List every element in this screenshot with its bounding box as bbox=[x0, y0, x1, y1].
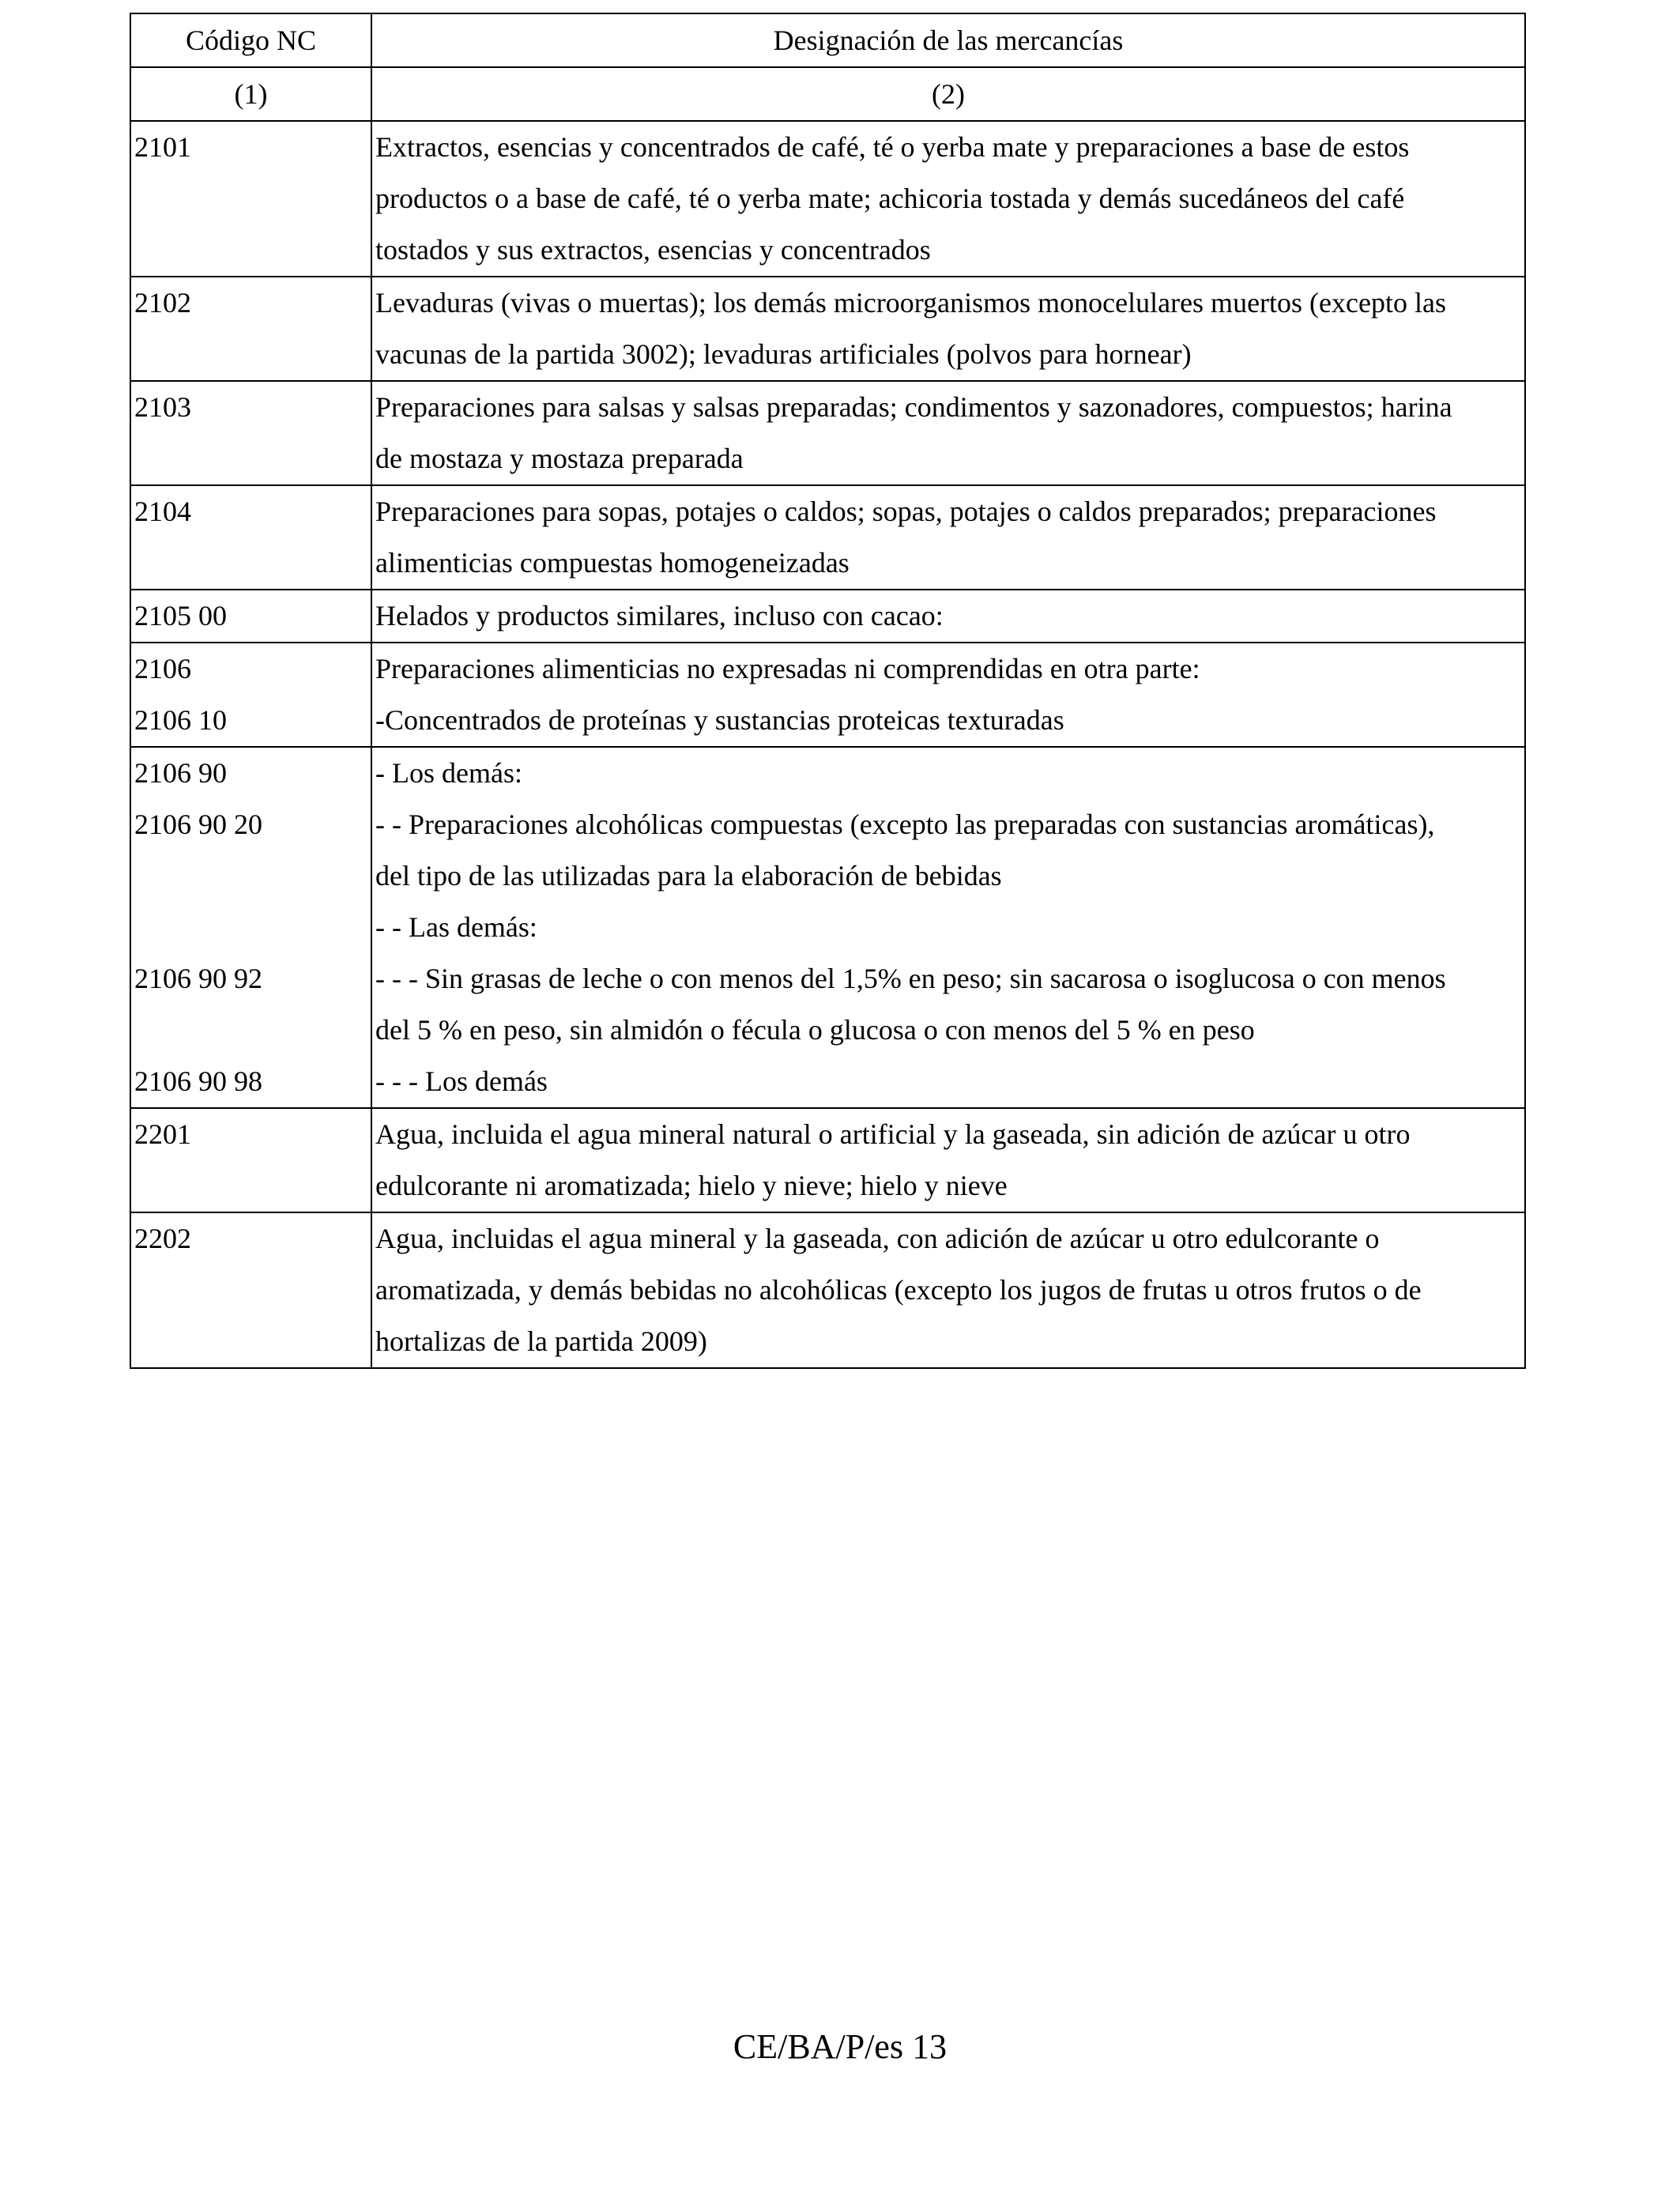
code-cell bbox=[130, 1108, 371, 1212]
designation-cell bbox=[371, 643, 1525, 747]
designation-line: del 5 % en peso, sin almidón o fécula o glucosa o con menos del 5 % en peso bbox=[375, 1014, 1255, 1046]
designation-line: hortalizas de la partida 2009) bbox=[375, 1325, 707, 1357]
designation-line: Helados y productos similares, incluso con cacao: bbox=[375, 600, 944, 631]
table-row bbox=[130, 1212, 1525, 1368]
table-header bbox=[130, 13, 1525, 121]
designation-line: -Concentrados de proteínas y sustancias proteicas texturadas bbox=[375, 704, 1064, 736]
code-line bbox=[134, 433, 367, 484]
designation-line: Levaduras (vivas o muertas); los demás microorganismos monocelulares muertos (excepto las bbox=[375, 287, 1446, 319]
designation-line: - Los demás: bbox=[375, 757, 522, 789]
code-cell bbox=[130, 381, 371, 485]
designation-line: edulcorante ni aromatizada; hielo y nieve; hielo y nieve bbox=[375, 1170, 1008, 1201]
code-line: 2102 bbox=[134, 287, 191, 319]
code-line bbox=[134, 1005, 367, 1056]
table-row bbox=[130, 121, 1525, 277]
table-row bbox=[130, 643, 1525, 747]
header-number-row bbox=[130, 67, 1525, 121]
code-line: 2101 bbox=[134, 131, 191, 163]
designation-line: productos o a base de café, té o yerba mate; achicoria tostada y demás sucedáneos del café bbox=[375, 183, 1405, 214]
designation-line: - - Preparaciones alcohólicas compuestas (excepto las preparadas con sustancias aromáticas), bbox=[375, 809, 1435, 840]
table-row bbox=[130, 747, 1525, 1108]
table-row bbox=[130, 381, 1525, 485]
code-line bbox=[134, 1160, 367, 1212]
header-row bbox=[130, 13, 1525, 67]
designation-line: aromatizada, y demás bebidas no alcohólicas (excepto los jugos de frutas u otros frutos o de bbox=[375, 1274, 1422, 1306]
designation-line: - - - Los demás bbox=[375, 1065, 548, 1097]
designation-cell bbox=[371, 590, 1525, 643]
code-line: 2105 00 bbox=[134, 600, 227, 631]
table-body bbox=[130, 121, 1525, 1368]
code-line bbox=[134, 902, 367, 953]
designation-line: Preparaciones para salsas y salsas preparadas; condimentos y sazonadores, compuestos; harina bbox=[375, 391, 1452, 423]
code-line bbox=[134, 1265, 367, 1316]
designation-cell bbox=[371, 121, 1525, 277]
designation-line: - - Las demás: bbox=[375, 911, 537, 943]
code-cell bbox=[130, 643, 371, 747]
designation-cell bbox=[371, 277, 1525, 381]
table-row bbox=[130, 590, 1525, 643]
designation-cell bbox=[371, 485, 1525, 590]
designation-cell bbox=[371, 1212, 1525, 1368]
designation-cell bbox=[371, 1108, 1525, 1212]
code-line bbox=[134, 850, 367, 902]
designation-cell bbox=[371, 747, 1525, 1108]
table-row bbox=[130, 277, 1525, 381]
code-cell bbox=[130, 747, 371, 1108]
code-line bbox=[134, 224, 367, 276]
header-code-number: (1) bbox=[130, 67, 371, 121]
page-reference: CE/BA/P/es 13 bbox=[733, 2027, 947, 2066]
code-line: 2106 90 98 bbox=[134, 1065, 262, 1097]
designation-line: Preparaciones alimenticias no expresadas ni comprendidas en otra parte: bbox=[375, 653, 1200, 684]
designation-line: Extractos, esencias y concentrados de café, té o yerba mate y preparaciones a base de estos bbox=[375, 131, 1410, 163]
code-line bbox=[134, 173, 367, 224]
code-line bbox=[134, 1316, 367, 1367]
code-cell bbox=[130, 485, 371, 590]
code-line: 2106 10 bbox=[134, 704, 227, 736]
designation-line: de mostaza y mostaza preparada bbox=[375, 443, 744, 474]
code-cell bbox=[130, 1212, 371, 1368]
designation-line: vacunas de la partida 3002); levaduras artificiales (polvos para hornear) bbox=[375, 338, 1192, 370]
code-line: 2106 90 92 bbox=[134, 963, 262, 994]
designation-line: tostados y sus extractos, esencias y concentrados bbox=[375, 234, 931, 266]
code-line: 2201 bbox=[134, 1118, 191, 1150]
code-line: 2202 bbox=[134, 1223, 191, 1254]
code-line: 2106 bbox=[134, 653, 191, 684]
designation-line: Agua, incluidas el agua mineral y la gaseada, con adición de azúcar u otro edulcorante o bbox=[375, 1223, 1380, 1254]
header-designation-number: (2) bbox=[371, 67, 1525, 121]
table-row bbox=[130, 1108, 1525, 1212]
code-line: 2104 bbox=[134, 496, 191, 527]
code-cell bbox=[130, 277, 371, 381]
designation-line: Agua, incluida el agua mineral natural o artificial y la gaseada, sin adición de azúcar u otro bbox=[375, 1118, 1411, 1150]
designation-line: del tipo de las utilizadas para la elaboración de bebidas bbox=[375, 860, 1002, 892]
header-code: Código NC bbox=[130, 13, 371, 67]
code-cell bbox=[130, 121, 371, 277]
code-line: 2103 bbox=[134, 391, 191, 423]
header-designation: Designación de las mercancías bbox=[371, 13, 1525, 67]
tariff-table bbox=[130, 13, 1526, 1369]
code-cell bbox=[130, 590, 371, 643]
code-line bbox=[134, 537, 367, 589]
designation-line: - - - Sin grasas de leche o con menos del 1,5% en peso; sin sacarosa o isoglucosa o con menos bbox=[375, 963, 1446, 994]
code-line: 2106 90 bbox=[134, 757, 227, 789]
table-row bbox=[130, 485, 1525, 590]
code-line bbox=[134, 329, 367, 380]
code-line: 2106 90 20 bbox=[134, 809, 262, 840]
designation-line: alimenticias compuestas homogeneizadas bbox=[375, 547, 849, 579]
designation-cell bbox=[371, 381, 1525, 485]
designation-line: Preparaciones para sopas, potajes o caldos; sopas, potajes o caldos preparados; preparaciones bbox=[375, 496, 1437, 527]
